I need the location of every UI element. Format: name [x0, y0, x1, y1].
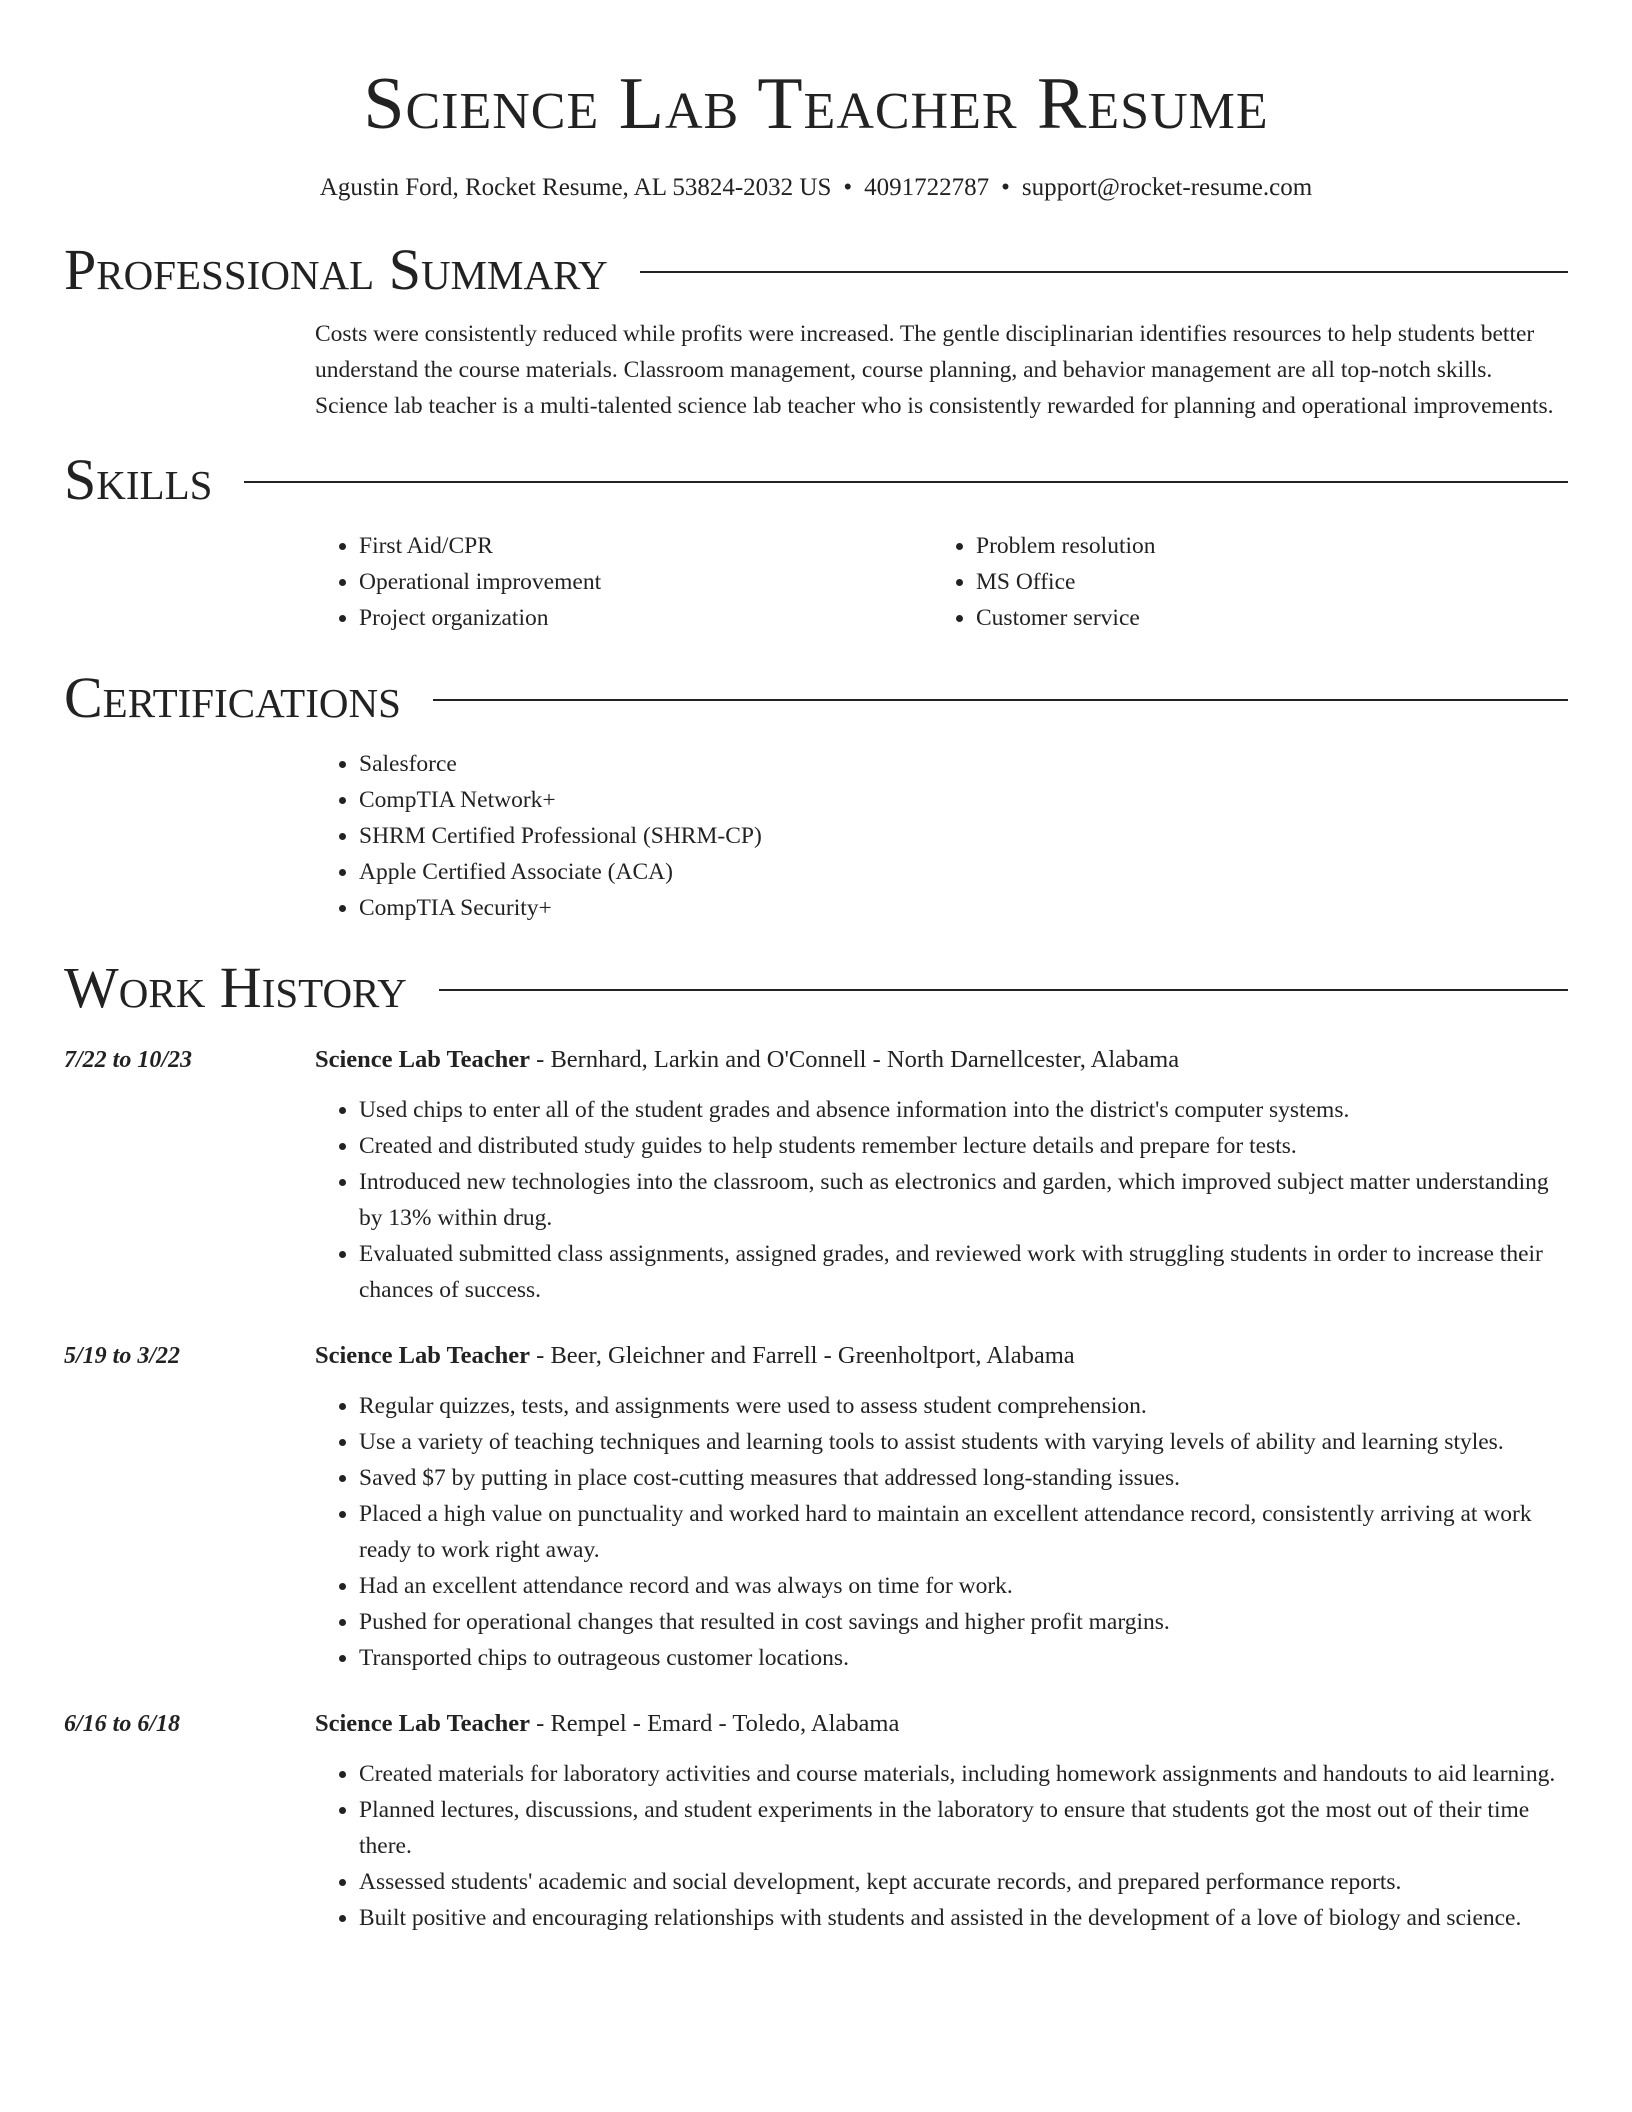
- contact-separator: •: [1001, 174, 1010, 201]
- job-detail: [315, 1706, 1568, 1936]
- section-divider: [244, 481, 1568, 483]
- job-bullets: [315, 1092, 1568, 1308]
- certifications-heading: Certifications: [64, 665, 401, 730]
- skill-item: • First Aid/CPR: [359, 528, 932, 564]
- certification-item: • Apple Certified Associate (ACA): [359, 854, 1568, 890]
- job-bullet: • Evaluated submitted class assignments, assigned grades, and reviewed work with struggling students in order to increase their chances of success.: [359, 1236, 1568, 1308]
- job-title: Science Lab Teacher: [315, 1342, 531, 1369]
- skills-heading-row: [64, 448, 1568, 512]
- section-divider: [640, 271, 1568, 273]
- certifications-heading-row: [64, 666, 1568, 730]
- certifications-list: [315, 746, 1568, 926]
- job-detail: [315, 1042, 1568, 1308]
- skills-list-left: [315, 528, 932, 636]
- job-bullet: • Planned lectures, discussions, and student experiments in the laboratory to ensure that students got the most out of their time there.: [359, 1792, 1568, 1864]
- job-employer: - Beer, Gleichner and Farrell - Greenholtport, Alabama: [530, 1342, 1075, 1369]
- job-dates: 6/16 to 6/18: [64, 1711, 181, 1737]
- job-bullet: • Introduced new technologies into the classroom, such as electronics and garden, which improved subject matter understanding by 13% within drug.: [359, 1164, 1568, 1236]
- skill-item: • Project organization: [359, 600, 932, 636]
- summary-heading-row: [64, 238, 1568, 302]
- certifications-section: [315, 746, 1568, 926]
- job-headline: [315, 1042, 1568, 1078]
- job-bullet: • Had an excellent attendance record and was always on time for work.: [359, 1568, 1568, 1604]
- job-dates: 5/19 to 3/22: [64, 1343, 181, 1369]
- job-entry: [64, 1706, 1568, 1936]
- job-bullet: • Use a variety of teaching techniques and learning tools to assist students with varying levels of ability and learning styles.: [359, 1424, 1568, 1460]
- work-heading-row: [64, 956, 1568, 1020]
- job-headline: [315, 1338, 1568, 1374]
- job-bullets: [315, 1756, 1568, 1936]
- certification-item: • CompTIA Security+: [359, 890, 1568, 926]
- resume-title: Science Lab Teacher Resume: [363, 63, 1269, 145]
- job-employer: - Rempel - Emard - Toledo, Alabama: [530, 1710, 900, 1737]
- skills-section: [315, 528, 1568, 636]
- job-bullet: • Created and distributed study guides to help students remember lecture details and prepare for tests.: [359, 1128, 1568, 1164]
- summary-section: [315, 316, 1568, 424]
- skills-list-right: [932, 528, 1549, 636]
- section-divider: [433, 699, 1568, 701]
- certification-item: • CompTIA Network+: [359, 782, 1568, 818]
- job-bullet: • Built positive and encouraging relationships with students and assisted in the development of a love of biology and science.: [359, 1900, 1568, 1936]
- skill-item: • Operational improvement: [359, 564, 932, 600]
- skill-item: • Customer service: [976, 600, 1549, 636]
- job-bullet: • Pushed for operational changes that resulted in cost savings and higher profit margins.: [359, 1604, 1568, 1640]
- skill-item: • MS Office: [976, 564, 1549, 600]
- job-bullet: • Regular quizzes, tests, and assignments were used to assess student comprehension.: [359, 1388, 1568, 1424]
- contact-line: [64, 172, 1568, 204]
- job-title: Science Lab Teacher: [315, 1710, 531, 1737]
- job-dates: 7/22 to 10/23: [64, 1047, 193, 1073]
- contact-address: Agustin Ford, Rocket Resume, AL 53824-2032 US: [319, 174, 832, 201]
- job-entry: [64, 1042, 1568, 1308]
- summary-text: Costs were consistently reduced while profits were increased. The gentle disciplinarian identifies resources to help students better understand the course materials. Classroom management, course planning, and behavior management are all top-notch skills. Science lab teacher is a multi-talented science lab teacher who is consistently rewarded for planning and operational improvements.: [315, 321, 1554, 419]
- skill-item: • Problem resolution: [976, 528, 1549, 564]
- work-heading: Work History: [64, 955, 407, 1020]
- summary-heading: Professional Summary: [64, 237, 608, 302]
- contact-phone: 4091722787: [864, 174, 990, 201]
- job-bullets: [315, 1388, 1568, 1676]
- job-bullet: • Assessed students' academic and social development, kept accurate records, and prepared performance reports.: [359, 1864, 1568, 1900]
- job-bullet: • Created materials for laboratory activities and course materials, including homework assignments and handouts to aid learning.: [359, 1756, 1568, 1792]
- contact-email: support@rocket-resume.com: [1021, 174, 1313, 201]
- certification-item: • Salesforce: [359, 746, 1568, 782]
- job-bullet: • Used chips to enter all of the student grades and absence information into the district's computer systems.: [359, 1092, 1568, 1128]
- job-title: Science Lab Teacher: [315, 1046, 531, 1073]
- contact-separator: •: [843, 174, 853, 201]
- certification-item: • SHRM Certified Professional (SHRM-CP): [359, 818, 1568, 854]
- job-bullet: • Transported chips to outrageous customer locations.: [359, 1640, 1568, 1676]
- job-bullet: • Saved $7 by putting in place cost-cutting measures that addressed long-standing issues.: [359, 1460, 1568, 1496]
- job-headline: [315, 1706, 1568, 1742]
- skills-heading: Skills: [64, 447, 213, 512]
- job-employer: - Bernhard, Larkin and O'Connell - North Darnellcester, Alabama: [530, 1046, 1180, 1073]
- resume-page: [64, 0, 1568, 1936]
- job-bullet: • Placed a high value on punctuality and worked hard to maintain an excellent attendance record, consistently arriving at work ready to work right away.: [359, 1496, 1568, 1568]
- section-divider: [439, 989, 1568, 991]
- job-detail: [315, 1338, 1568, 1676]
- job-entry: [64, 1338, 1568, 1676]
